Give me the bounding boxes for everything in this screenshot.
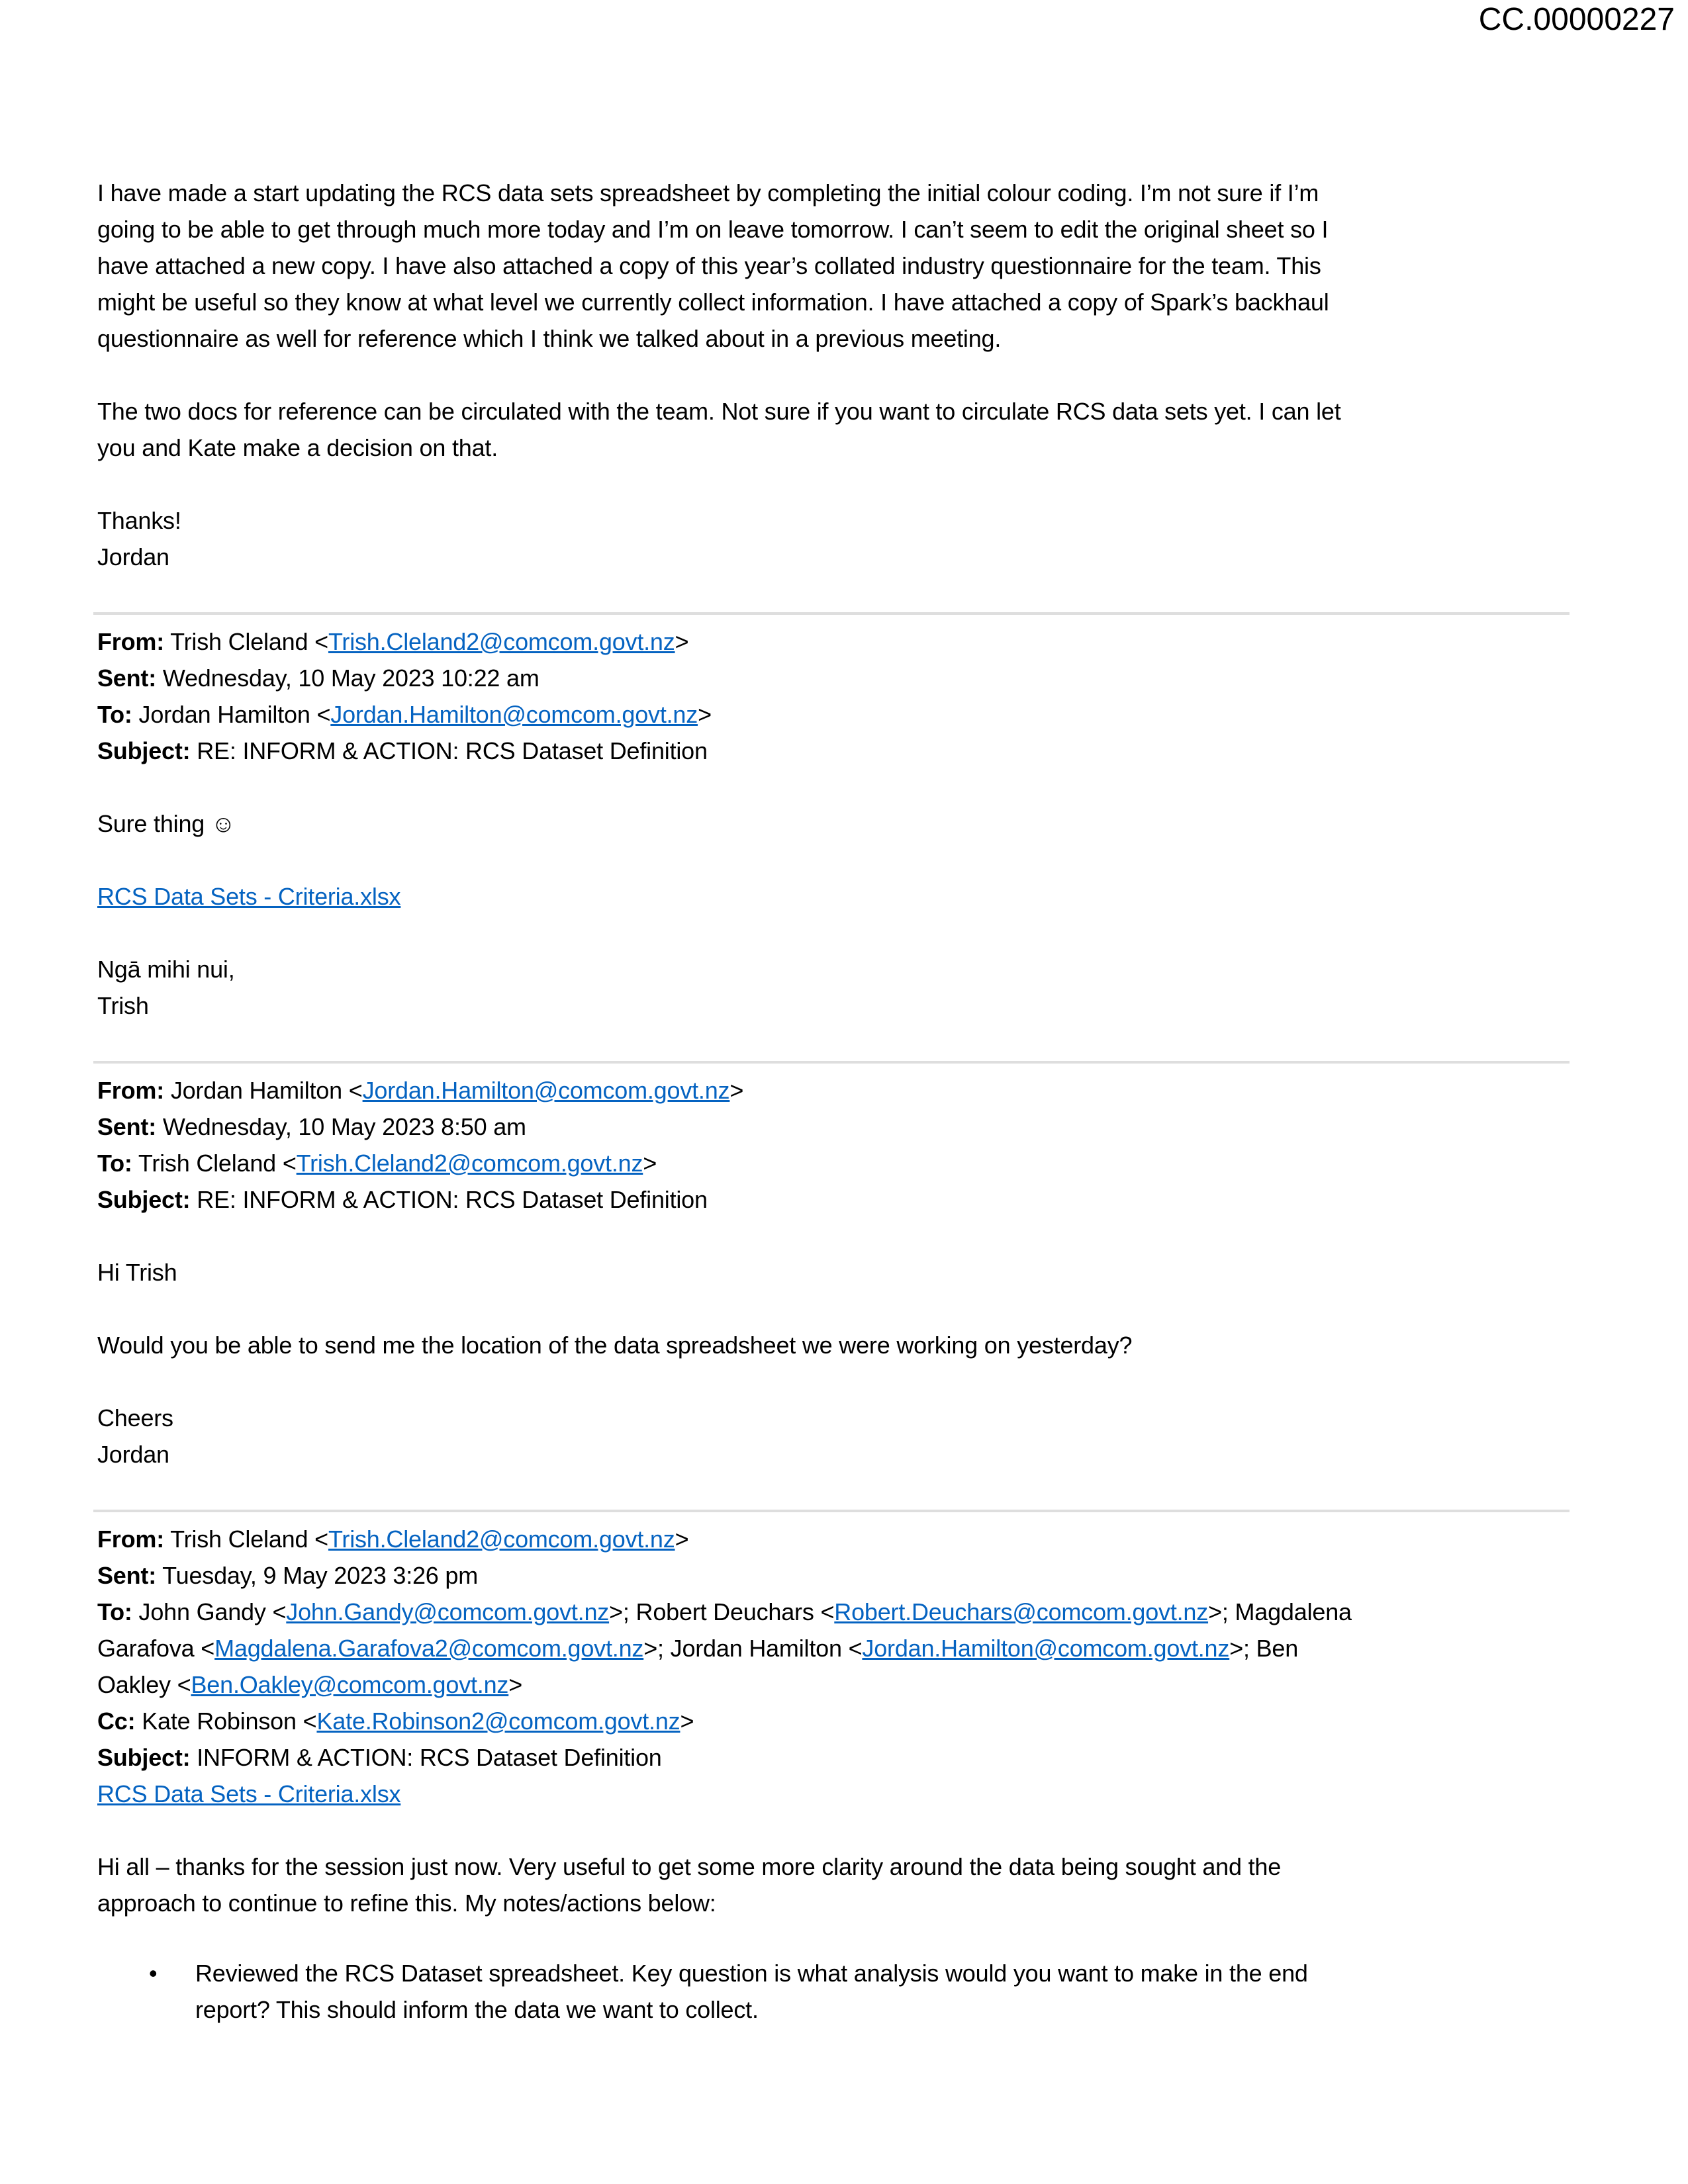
recipient-email-link[interactable]: John.Gandy@comcom.govt.nz: [286, 1598, 610, 1625]
from-row: From: Jordan Hamilton <Jordan.Hamilton@comcom.govt.nz>: [97, 1077, 744, 1104]
body-line: Hi all – thanks for the session just now. Very useful to get some more clarity around the data being sought and the: [97, 1853, 1282, 1880]
signoff: Ngā mihi nui,: [97, 956, 235, 983]
recipient-email-link[interactable]: Robert.Deuchars@comcom.govt.nz: [834, 1598, 1209, 1625]
cc-name: Kate Robinson: [142, 1707, 297, 1735]
recipient-name: Ben: [1256, 1635, 1299, 1662]
body-line: approach to continue to refine this. My notes/actions below:: [97, 1889, 716, 1917]
sent-label: Sent:: [97, 664, 157, 692]
message-body: [97, 175, 1580, 575]
signature: Trish: [97, 992, 149, 1019]
signoff: Cheers: [97, 1404, 173, 1432]
cc-label: Cc:: [97, 1707, 136, 1735]
cc-email-link[interactable]: Kate.Robinson2@comcom.govt.nz: [316, 1707, 680, 1735]
from-row: From: Trish Cleland <Trish.Cleland2@comcom.govt.nz>: [97, 1525, 689, 1553]
sent-date: Wednesday, 10 May 2023 10:22 am: [162, 664, 539, 692]
recipient-name: Magdalena: [1235, 1598, 1352, 1625]
separator: [93, 1061, 1570, 1064]
from-email-link[interactable]: Trish.Cleland2@comcom.govt.nz: [328, 1525, 675, 1553]
recipient-name: Jordan Hamilton: [670, 1635, 842, 1662]
subject: INFORM & ACTION: RCS Dataset Definition: [197, 1744, 662, 1771]
to-email-link[interactable]: Jordan.Hamilton@comcom.govt.nz: [330, 701, 698, 728]
attachment-link[interactable]: RCS Data Sets - Criteria.xlsx: [97, 883, 401, 910]
separator: [93, 1510, 1570, 1512]
attachment-row: [97, 1776, 1580, 1812]
to-name: Jordan Hamilton: [138, 701, 310, 728]
bullet-line: report? This should inform the data we want to collect.: [195, 1996, 759, 2023]
to-label: To:: [97, 701, 132, 728]
signature: Jordan: [97, 1441, 169, 1468]
cc-row: Cc: Kate Robinson <Kate.Robinson2@comcom.govt.nz>: [97, 1707, 694, 1735]
to-email-link[interactable]: Trish.Cleland2@comcom.govt.nz: [296, 1150, 643, 1177]
recipient-name: Oakley: [97, 1671, 171, 1698]
subject-row: [97, 1181, 1580, 1218]
recipient-name: Garafova: [97, 1635, 195, 1662]
email-thread: [97, 175, 1580, 2028]
sent-date: Tuesday, 9 May 2023 3:26 pm: [162, 1562, 479, 1589]
to-row-continued: Oakley <Ben.Oakley@comcom.govt.nz>: [97, 1671, 523, 1698]
quoted-email-1: [97, 623, 1580, 1024]
attachment-link[interactable]: RCS Data Sets - Criteria.xlsx: [97, 1780, 401, 1807]
attachment-row: [97, 878, 1580, 915]
recipient-name: John Gandy: [138, 1598, 266, 1625]
to-row: To: Jordan Hamilton <Jordan.Hamilton@comcom.govt.nz>: [97, 701, 712, 728]
to-label: To:: [97, 1598, 132, 1625]
subject-label: Subject:: [97, 1744, 191, 1771]
to-row-continued: Garafova <Magdalena.Garafova2@comcom.govt.nz>; Jordan Hamilton <Jordan.Hamilton@comcom.govt.nz>; Ben: [97, 1635, 1299, 1662]
from-email-link[interactable]: Trish.Cleland2@comcom.govt.nz: [328, 628, 675, 655]
subject-row: [97, 733, 1580, 769]
signature: Jordan: [97, 543, 169, 570]
bullet-line: Reviewed the RCS Dataset spreadsheet. Key question is what analysis would you want to make in the end: [195, 1960, 1308, 1987]
quoted-email-2: [97, 1072, 1580, 1473]
separator: [93, 612, 1570, 615]
from-name: Trish Cleland: [170, 1525, 308, 1553]
sent-row: [97, 1557, 1580, 1594]
sent-row: [97, 660, 1580, 696]
bullet-icon: •: [149, 1960, 158, 1987]
from-label: From:: [97, 1525, 164, 1553]
subject: RE: INFORM & ACTION: RCS Dataset Definition: [197, 1186, 708, 1213]
smiley-icon: ☺: [211, 810, 236, 837]
to-row: To: John Gandy <John.Gandy@comcom.govt.nz>; Robert Deuchars <Robert.Deuchars@comcom.govt.nz>; Magdalena: [97, 1598, 1352, 1625]
body-line: I have made a start updating the RCS data sets spreadsheet by completing the initial colour coding. I’m not sure if I’m: [97, 179, 1319, 206]
quoted-email-3: [97, 1521, 1580, 2028]
from-row: From: Trish Cleland <Trish.Cleland2@comcom.govt.nz>: [97, 628, 689, 655]
sent-date: Wednesday, 10 May 2023 8:50 am: [162, 1113, 526, 1140]
body-line: have attached a new copy. I have also attached a copy of this year’s collated industry questionnaire for the team. This: [97, 252, 1321, 279]
greeting: Hi Trish: [97, 1259, 177, 1286]
sent-label: Sent:: [97, 1113, 157, 1140]
body-text: Sure thing: [97, 810, 205, 837]
from-email-link[interactable]: Jordan.Hamilton@comcom.govt.nz: [362, 1077, 730, 1104]
body-line: might be useful so they know at what level we currently collect information. I have attached a copy of Spark’s backhaul: [97, 289, 1329, 316]
body-line: you and Kate make a decision on that.: [97, 434, 498, 461]
to-row: To: Trish Cleland <Trish.Cleland2@comcom.govt.nz>: [97, 1150, 657, 1177]
from-label: From:: [97, 628, 164, 655]
to-name: Trish Cleland: [138, 1150, 277, 1177]
sent-row: [97, 1109, 1580, 1145]
from-name: Trish Cleland: [170, 628, 308, 655]
recipient-email-link[interactable]: Magdalena.Garafova2@comcom.govt.nz: [214, 1635, 644, 1662]
document-id: CC.00000227: [1478, 2, 1675, 37]
body-line: The two docs for reference can be circulated with the team. Not sure if you want to circulate RCS data sets yet. I can let: [97, 398, 1341, 425]
subject: RE: INFORM & ACTION: RCS Dataset Definition: [197, 737, 708, 764]
body-line: questionnaire as well for reference which I think we talked about in a previous meeting.: [97, 325, 1002, 352]
to-label: To:: [97, 1150, 132, 1177]
sent-label: Sent:: [97, 1562, 157, 1589]
signoff: Thanks!: [97, 507, 181, 534]
recipient-email-link[interactable]: Jordan.Hamilton@comcom.govt.nz: [862, 1635, 1230, 1662]
recipient-name: Robert Deuchars: [635, 1598, 814, 1625]
body-line: Would you be able to send me the location of the data spreadsheet we were working on yesterday?: [97, 1332, 1133, 1359]
from-label: From:: [97, 1077, 164, 1104]
body-line: going to be able to get through much more today and I’m on leave tomorrow. I can’t seem to edit the original sheet so I: [97, 216, 1329, 243]
body-line: [97, 805, 1580, 842]
from-name: Jordan Hamilton: [170, 1077, 342, 1104]
recipient-email-link[interactable]: Ben.Oakley@comcom.govt.nz: [191, 1671, 509, 1698]
bullet-item: [97, 1955, 1580, 2028]
subject-label: Subject:: [97, 737, 191, 764]
subject-row: [97, 1739, 1580, 1776]
subject-label: Subject:: [97, 1186, 191, 1213]
